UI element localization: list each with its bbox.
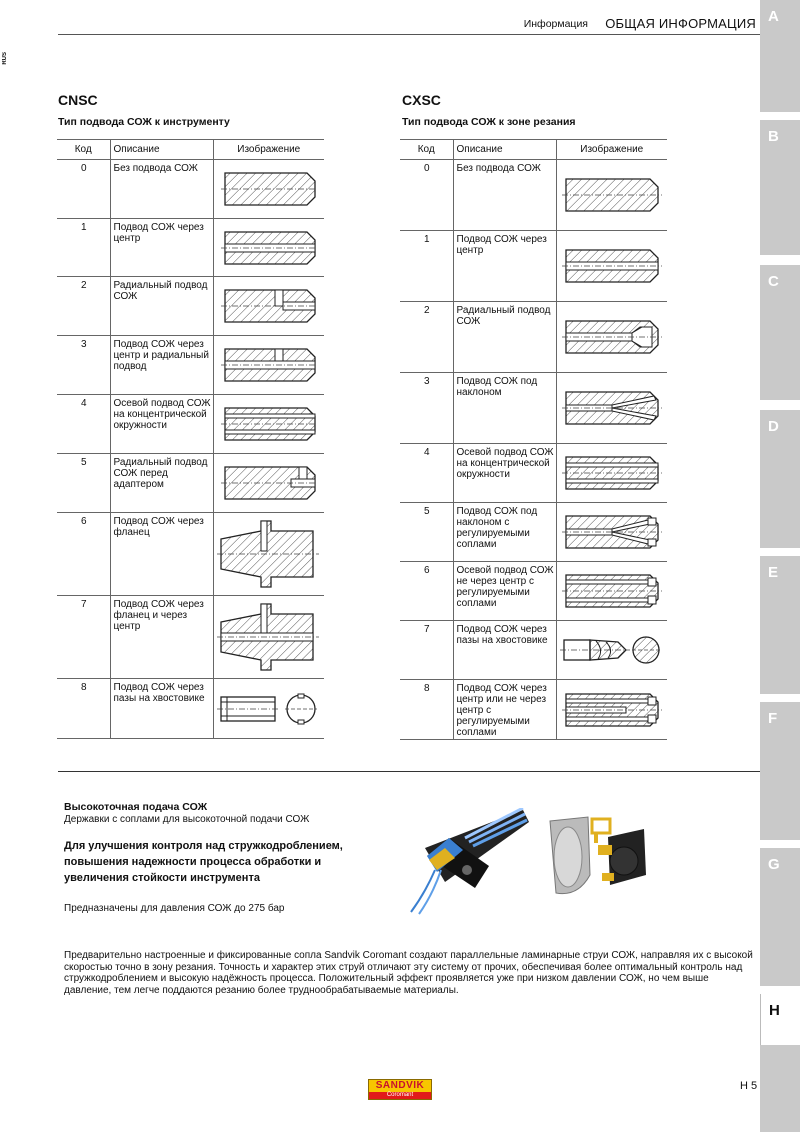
row-desc: Подвод СОЖ через пазы на хвостовике <box>453 621 556 680</box>
row-desc: Подвод СОЖ под наклоном <box>453 373 556 444</box>
hp-title: Высокоточная подача СОЖ <box>64 801 208 813</box>
shank-radial-adapter-icon <box>213 454 324 513</box>
table-row <box>400 302 667 373</box>
row-code: 4 <box>57 395 110 454</box>
row-desc: Подвод СОЖ через центр <box>110 219 213 277</box>
table-row <box>57 277 324 336</box>
table-row <box>400 680 667 740</box>
sandvik-logo <box>368 1079 432 1100</box>
row-code: 5 <box>400 503 453 562</box>
row-desc: Осевой подвод СОЖ на концентрической окружности <box>110 395 213 454</box>
tool-central-nozzles-icon <box>556 680 667 740</box>
tool-radial-icon <box>556 302 667 373</box>
table-row <box>400 562 667 621</box>
cnsc-title: CNSC <box>58 92 98 108</box>
row-desc: Осевой подвод СОЖ не через центр с регулируемыми соплами <box>453 562 556 621</box>
header-subtitle: Информация <box>523 18 588 30</box>
cxsc-subtitle: Тип подвода СОЖ к зоне резания <box>402 116 576 128</box>
row-code: 1 <box>57 219 110 277</box>
row-code: 5 <box>57 454 110 513</box>
header-rule <box>58 34 760 35</box>
shank-axial-concentric-icon <box>213 395 324 454</box>
row-desc: Подвод СОЖ через фланец и через центр <box>110 596 213 679</box>
table-row <box>57 596 324 679</box>
table-header-row <box>400 140 667 160</box>
row-desc: Радиальный подвод СОЖ перед адаптером <box>110 454 213 513</box>
tool-inclined-nozzles-icon <box>556 503 667 562</box>
hp-pressure: Предназначены для давления СОЖ до 275 бар <box>64 903 285 914</box>
row-desc: Подвод СОЖ через центр или не через центр с регулируемыми соплами <box>453 680 556 740</box>
table-row <box>400 373 667 444</box>
table-row <box>400 503 667 562</box>
page-header <box>0 14 760 34</box>
section-divider <box>58 771 760 772</box>
row-code: 3 <box>57 336 110 395</box>
tab-a[interactable]: A <box>760 0 800 112</box>
table-row <box>57 219 324 277</box>
col-code: Код <box>400 140 453 160</box>
drill-grooves-icon <box>556 621 667 680</box>
tab-b[interactable]: B <box>760 120 800 255</box>
row-code: 4 <box>400 444 453 503</box>
coolant-turning-photo-icon <box>548 815 648 901</box>
tab-e[interactable]: E <box>760 556 800 694</box>
flange-central-icon <box>213 596 324 679</box>
row-code: 0 <box>400 160 453 231</box>
col-image: Изображение <box>213 140 324 160</box>
row-code: 1 <box>400 231 453 302</box>
row-desc: Подвод СОЖ через центр <box>453 231 556 302</box>
table-row <box>57 160 324 219</box>
row-code: 0 <box>57 160 110 219</box>
row-desc: Радиальный подвод СОЖ <box>453 302 556 373</box>
cxsc-title: CXSC <box>402 92 441 108</box>
row-code: 7 <box>400 621 453 680</box>
table-row <box>57 513 324 596</box>
row-desc: Подвод СОЖ через центр и радиальный подвод <box>110 336 213 395</box>
table-row <box>400 621 667 680</box>
coolant-holder-photo-icon <box>405 808 530 918</box>
tab-d[interactable]: D <box>760 410 800 548</box>
logo-line-1: SANDVIK <box>369 1080 431 1092</box>
row-code: 8 <box>400 680 453 740</box>
table-row <box>57 454 324 513</box>
hp-subtitle: Державки с соплами для высокоточной подачи СОЖ <box>64 814 310 825</box>
language-code: RUS <box>2 52 8 65</box>
table-row <box>57 679 324 739</box>
shank-central-radial-icon <box>213 336 324 395</box>
row-desc: Подвод СОЖ через пазы на хвостовике <box>110 679 213 739</box>
row-code: 8 <box>57 679 110 739</box>
row-code: 3 <box>400 373 453 444</box>
tool-axial-nozzles-icon <box>556 562 667 621</box>
col-desc: Описание <box>453 140 556 160</box>
table-header-row <box>57 140 324 160</box>
cnsc-table <box>57 139 324 739</box>
tab-f[interactable]: F <box>760 702 800 840</box>
tab-c[interactable]: C <box>760 265 800 400</box>
row-desc: Осевой подвод СОЖ на концентрической окружности <box>453 444 556 503</box>
row-desc: Подвод СОЖ под наклоном с регулируемыми соплами <box>453 503 556 562</box>
table-row <box>57 395 324 454</box>
tab-g[interactable]: G <box>760 848 800 986</box>
shank-plain-icon <box>213 160 324 219</box>
col-desc: Описание <box>110 140 213 160</box>
tab-h[interactable]: H <box>760 994 800 1045</box>
logo-line-2: Coromant <box>369 1092 431 1099</box>
section-tabs <box>760 0 800 1132</box>
table-row <box>400 160 667 231</box>
shank-grooves-icon <box>213 679 324 739</box>
body-paragraph: Предварительно настроенные и фиксированные сопла Sandvik Coromant создают параллельные ламинарные струи СОЖ, направляя их с высокой скоростью точно в зону резания. Точность и характер этих струй отличают эту систему от прочих, обеспечивая более оптимальный контроль над стружкодроблением и высокую надёжность процесса. Положительный эффект проявляется уже при низком давлении СОЖ, но чем выше давление, тем легче поддаются резанию более труднообрабатываемые материалы. <box>64 950 753 996</box>
row-code: 6 <box>57 513 110 596</box>
header-title: ОБЩАЯ ИНФОРМАЦИЯ <box>605 16 756 31</box>
hp-lead: Для улучшения контроля над стружкодроблением, повышения надежности процесса обработки и увеличения стойкости инструмента <box>64 840 343 884</box>
col-image: Изображение <box>556 140 667 160</box>
table-row <box>400 231 667 302</box>
row-desc: Подвод СОЖ через фланец <box>110 513 213 596</box>
tool-central-icon <box>556 231 667 302</box>
row-desc: Без подвода СОЖ <box>110 160 213 219</box>
page-number: H 5 <box>740 1080 758 1092</box>
row-desc: Радиальный подвод СОЖ <box>110 277 213 336</box>
tool-plain-icon <box>556 160 667 231</box>
row-code: 7 <box>57 596 110 679</box>
row-desc: Без подвода СОЖ <box>453 160 556 231</box>
col-code: Код <box>57 140 110 160</box>
shank-radial-icon <box>213 277 324 336</box>
shank-central-channel-icon <box>213 219 324 277</box>
row-code: 6 <box>400 562 453 621</box>
tool-axial-concentric-icon <box>556 444 667 503</box>
tool-inclined-icon <box>556 373 667 444</box>
cnsc-subtitle: Тип подвода СОЖ к инструменту <box>58 116 230 128</box>
row-code: 2 <box>57 277 110 336</box>
table-row <box>57 336 324 395</box>
tab-h-footer <box>760 1045 800 1132</box>
table-row <box>400 444 667 503</box>
cxsc-table <box>400 139 667 740</box>
row-code: 2 <box>400 302 453 373</box>
flange-icon <box>213 513 324 596</box>
